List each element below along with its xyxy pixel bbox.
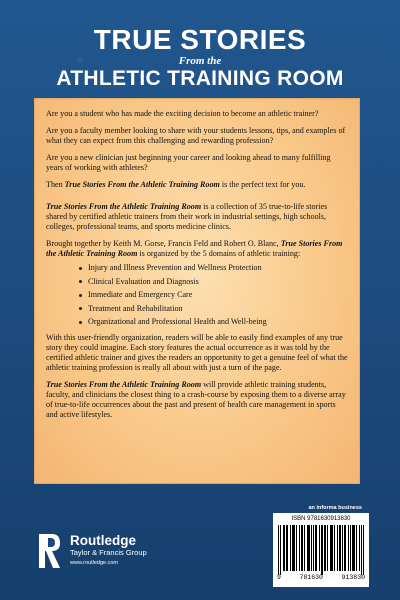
barcode-bar bbox=[286, 525, 287, 571]
barcode-digits: 9 781630 913830 bbox=[277, 574, 365, 581]
barcode-bar bbox=[319, 525, 320, 571]
barcode-bar bbox=[325, 525, 326, 571]
isbn-label: ISBN 9781630913830 bbox=[291, 516, 351, 522]
barcode-bar bbox=[294, 525, 295, 571]
title-line-1: TRUE STORIES bbox=[93, 24, 307, 55]
barcode-bar bbox=[290, 525, 291, 571]
list-item: Treatment and Rehabilitation bbox=[88, 304, 348, 314]
question-clinician: Are you a new clinician just beginning your career and looking ahead to many fulfilling years of working with athletes? bbox=[46, 153, 331, 172]
barcode-bar bbox=[348, 525, 349, 571]
book-title bbox=[0, 26, 400, 89]
title-line-3: ATHLETIC TRAINING ROOM bbox=[56, 67, 344, 90]
barcode-bars bbox=[278, 525, 364, 575]
barcode-bar bbox=[350, 525, 351, 571]
barcode-bar bbox=[344, 525, 345, 571]
barcode-bar bbox=[352, 525, 353, 571]
barcode-bar bbox=[345, 525, 346, 571]
description-panel bbox=[34, 98, 360, 484]
barcode-bar bbox=[280, 525, 281, 575]
barcode-bar bbox=[307, 525, 308, 571]
barcode-bar bbox=[340, 525, 341, 571]
barcode-bar bbox=[332, 525, 333, 571]
list-item: Clinical Evaluation and Diagnosis bbox=[88, 277, 348, 287]
barcode-bar bbox=[309, 525, 310, 571]
barcode-bar bbox=[293, 525, 294, 571]
collection-paragraph: True Stories From the Athletic Training Room is a collection of 35 true-to-life stories shared by certified athletic trainers from their work in industrial settings, high schools, colleges, professional teams, and sports medicine clinics. bbox=[46, 202, 328, 231]
barcode-bar bbox=[359, 525, 360, 571]
barcode-bar bbox=[315, 525, 316, 571]
list-item: Immediate and Emergency Care bbox=[88, 290, 348, 300]
barcode-bar bbox=[330, 525, 331, 571]
publisher-group: Taylor & Francis Group bbox=[70, 548, 147, 557]
barcode-bar bbox=[296, 525, 297, 571]
barcode-bar bbox=[284, 525, 285, 571]
barcode-bar bbox=[339, 525, 340, 571]
informa-tagline: an informa business bbox=[308, 505, 362, 511]
barcode bbox=[273, 513, 369, 587]
domains-list bbox=[46, 263, 348, 327]
list-item: Injury and Illness Prevention and Wellness Protection bbox=[88, 263, 348, 273]
barcode-bar bbox=[299, 525, 300, 571]
barcode-bar bbox=[304, 525, 305, 571]
barcode-bar bbox=[337, 525, 338, 571]
barcode-bar bbox=[302, 525, 303, 571]
barcode-bar bbox=[278, 525, 279, 575]
closing-paragraph: True Stories From the Athletic Training Room will provide athletic training students, faculty, and clinicians the closest thing to a crash-course by exposing them to a diverse array of true-to-life occurrences about the past and present of health care management in sports and active lifestyles. bbox=[46, 380, 346, 419]
barcode-bar bbox=[308, 525, 309, 571]
barcode-bar bbox=[313, 525, 314, 571]
routledge-r-icon bbox=[38, 533, 62, 569]
barcode-bar bbox=[322, 525, 323, 575]
barcode-bar bbox=[316, 525, 317, 571]
barcode-bar bbox=[287, 525, 288, 571]
barcode-bar bbox=[324, 525, 325, 571]
title-line-2: From the bbox=[178, 55, 222, 67]
barcode-bar bbox=[353, 525, 354, 571]
barcode-bar bbox=[342, 525, 343, 571]
publisher-name: Routledge bbox=[70, 533, 136, 548]
question-student: Are you a student who has made the exciting decision to become an athletic trainer? bbox=[46, 109, 319, 118]
barcode-bar bbox=[292, 525, 293, 571]
barcode-bar bbox=[361, 525, 362, 575]
barcode-bar bbox=[327, 525, 328, 571]
question-faculty: Are you a faculty member looking to share with your students lessons, tips, and examples of what they can expect from this challenging and rewarding profession? bbox=[46, 126, 346, 145]
editors-paragraph: Brought together by Keith M. Gorse, Francis Feld and Robert O. Blanc, True Stories From the Athletic Training Room is organized by the 5 domains of athletic training: bbox=[46, 239, 343, 258]
organization-paragraph: With this user-friendly organization, readers will be able to easily find examples of any true story they could imagine. Each story features the actual occurrence as it was told by the certified athletic trainer and gives the readers an opportunity to get a genuine feel of what the athletic training profession is really all about with just a turn of the page. bbox=[46, 333, 348, 372]
barcode-bar bbox=[354, 525, 355, 571]
barcode-bar bbox=[311, 525, 312, 571]
barcode-bar bbox=[334, 525, 335, 571]
barcode-bar bbox=[356, 525, 357, 571]
barcode-bar bbox=[321, 525, 322, 575]
then-statement: Then True Stories From the Athletic Training Room is the perfect text for you. bbox=[46, 180, 306, 189]
publisher-url: www.routledge.com bbox=[70, 560, 118, 566]
barcode-bar bbox=[283, 525, 284, 571]
barcode-bar bbox=[331, 525, 332, 571]
barcode-bar bbox=[301, 525, 302, 571]
list-item: Organizational and Professional Health and Well-being bbox=[88, 317, 348, 327]
barcode-bar bbox=[363, 525, 364, 575]
